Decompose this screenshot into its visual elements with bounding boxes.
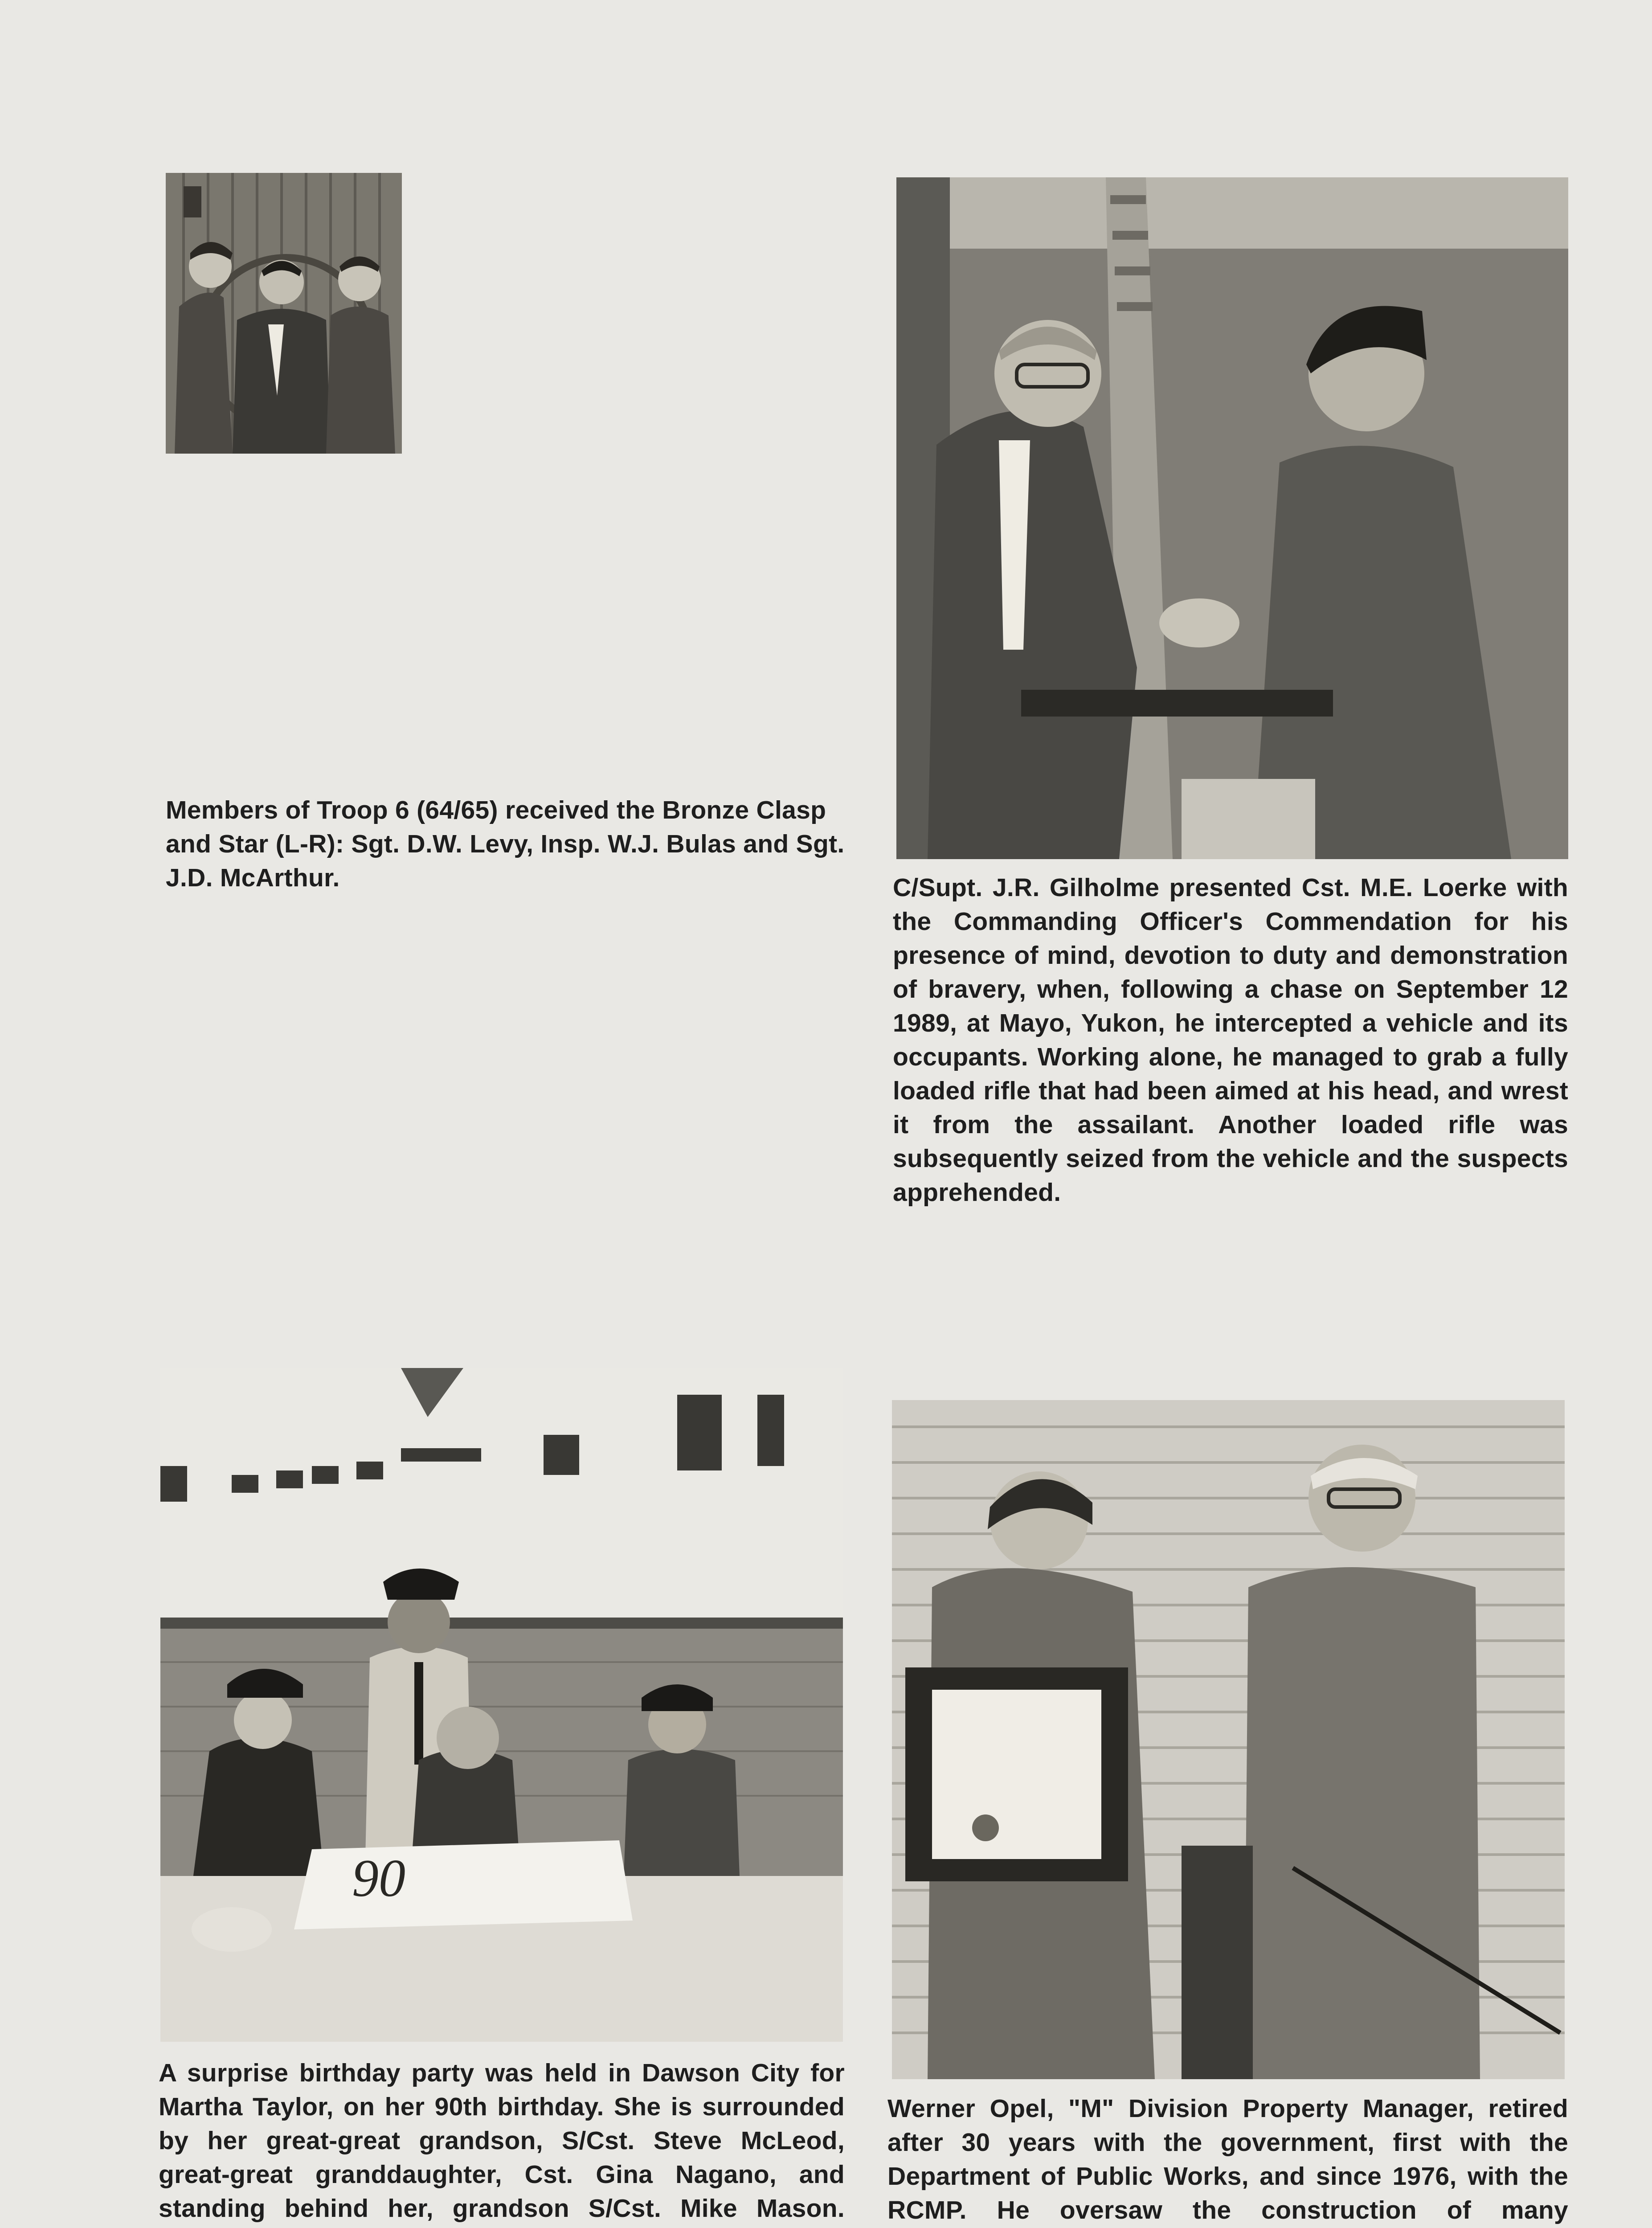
retirement-caption: Werner Opel, "M" Division Property Manager, retired after 30 years with the government, first with the Department of Public Works, and since 1976, with the RCMP. He oversaw the construction of many: [887, 2094, 1568, 2224]
retirement-photo: [892, 1400, 1565, 2079]
troop6-photo-image: [166, 173, 402, 454]
commendation-caption: C/Supt. J.R. Gilholme presented Cst. M.E. Loerke with the Commanding Officer's Commendation for his presence of mind, devotion to duty and demonstration of bravery, when, following a chase on September 12 1989, at Mayo, Yukon, he intercepted a vehicle and its occupants. Working alone, he managed to grab a fully loaded rifle that had been aimed at his head, and wrest it from the assailant. Another loaded rifle was subsequently seized from the vehicle and the suspects apprehended.: [893, 873, 1568, 1207]
retirement-photo-image: [892, 1400, 1565, 2079]
cake-number: 90: [352, 1848, 405, 1908]
commendation-photo-image: [896, 177, 1568, 859]
birthday-caption: A surprise birthday party was held in Dawson City for Martha Taylor, on her 90th birthday. She is surrounded by her great-great grandson, S/Cst. Steve McLeod, great-great granddaughter, Cst. Gina Nagano, and standing behind her, grandson S/Cst. Mike Mason.: [159, 2059, 845, 2223]
commendation-photo: [896, 177, 1568, 859]
birthday-photo: [160, 1368, 843, 2042]
birthday-photo-image: [160, 1368, 843, 2042]
troop6-photo: [166, 173, 402, 454]
troop6-caption-text: Members of Troop 6 (64/65) received the Bronze Clasp and Star (L-R): Sgt. D.W. Levy, Insp. W.J. Bulas and Sgt. J.D. McArthur.: [166, 796, 845, 892]
